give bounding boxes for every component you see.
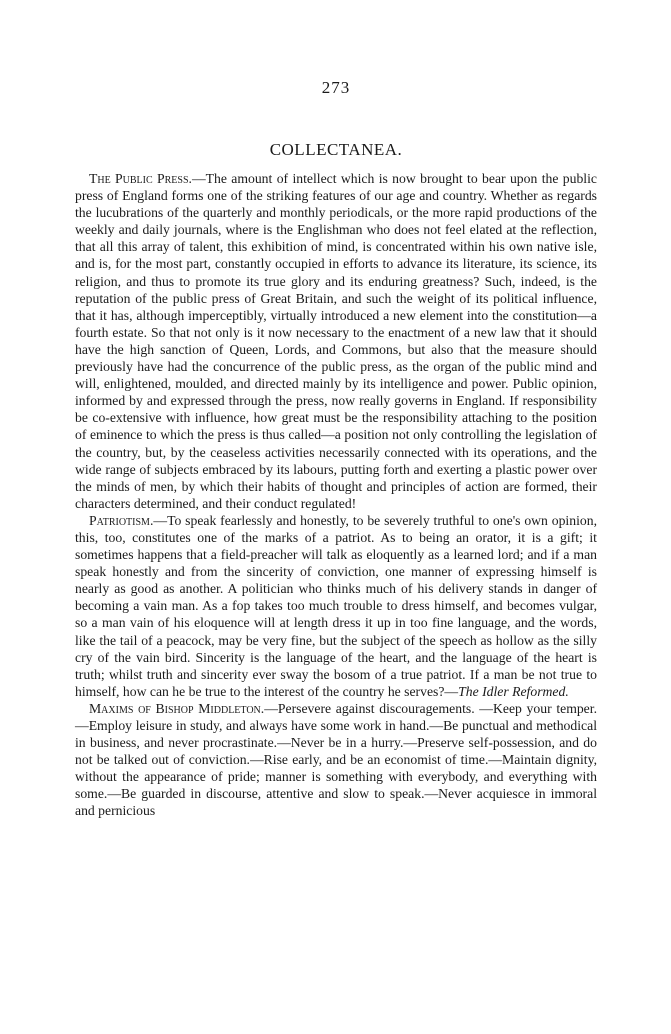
section-source: The Idler Reformed. <box>458 683 569 699</box>
section-public-press <box>75 170 597 512</box>
section-body: —To speak fearlessly and honestly, to be severely truthful to one's own opinion, this, too, constitutes one of the marks of a patriot. As to being an orator, it is a gift; it sometimes happens that a field-preacher will talk as eloquently as a learned lord; and if a man speak honestly and from the sincerity of conviction, one manner of expressing himself is nearly as good as another. A politician who thinks much of his delivery stands in danger of becoming a vain man. As a fop takes too much trouble to dress himself, and becomes vulgar, so a man vain of his eloquence will at length dress it up in too fine language, and the words, like the tail of a peacock, may be very fine, but the subject of the speech as hollow as the silly cry of the vain bird. Sincerity is the language of the heart, and the language of the heart is truth; whilst truth and sincerity ever sway the bosom of a true patriot. If a man be not true to himself, how can he be true to the interest of the country he serves?— <box>75 512 597 699</box>
section-title: The Public Press. <box>89 171 192 186</box>
page-heading: COLLECTANEA. <box>269 140 403 159</box>
section-title: Maxims of Bishop Middleton. <box>89 700 265 716</box>
section-body: —The amount of intellect which is now brought to bear upon the public press of England forms one of the striking features of our age and country. Whether as regards the lucubrations of the quarterly and monthly periodicals, or the more rapid productions of the weekly and daily journals, where is the Englishman who does not feel elated at the reflection, that all this array of talent, this exhibition of mind, is concentrated within his own native isle, and is, for the most part, constantly occupied in efforts to advance its literature, its science, its religion, and thus to promote its true glory and its enduring greatness? Such, indeed, is the reputation of the public press of Great Britain, and such the weight of its political influence, that it has, although imperceptibly, virtually introduced a new element into the constitution—a fourth estate. So that not only is it now necessary to the enactment of a new law that it should have the high sanction of Queen, Lords, and Commons, but also that the measure should previously have had the concurrence of the public press, as the organ of the public mind and will, enlightened, moulded, and directed mainly by its intelligence and power. Public opinion, informed by and expressed through the press, now really governs in England. If responsibility be co-extensive with influence, how great must be the responsibility attaching to the position of eminence to which the press is thus called—a position not only controlling the legislation of the country, but, by the ceaseless activities necessarily connected with its operations, and the wide range of subjects embraced by its labours, putting forth and exerting a plastic power over the minds of men, by which their habits of thought and principles of action are formed, their characters determined, and their conduct regulated! <box>75 171 597 511</box>
page-number: 273 <box>321 78 351 97</box>
section-body: —Persevere against discouragements. —Keep your temper.—Employ leisure in study, and always have some work in hand.—Be punctual and methodical in business, and never procrastinate.—Never be in a hurry.—Preserve self-possession, and do not be talked out of conviction.—Rise early, and be an economist of time.—Maintain dignity, without the appearance of pride; manner is something with everybody, and everything with some.—Be guarded in discourse, attentive and slow to speak.—Never acquiesce in immoral and pernicious <box>75 700 597 819</box>
section-patriotism <box>75 512 597 700</box>
book-page <box>75 78 597 820</box>
section-title: Patriotism. <box>89 512 154 528</box>
section-maxims <box>75 700 597 820</box>
